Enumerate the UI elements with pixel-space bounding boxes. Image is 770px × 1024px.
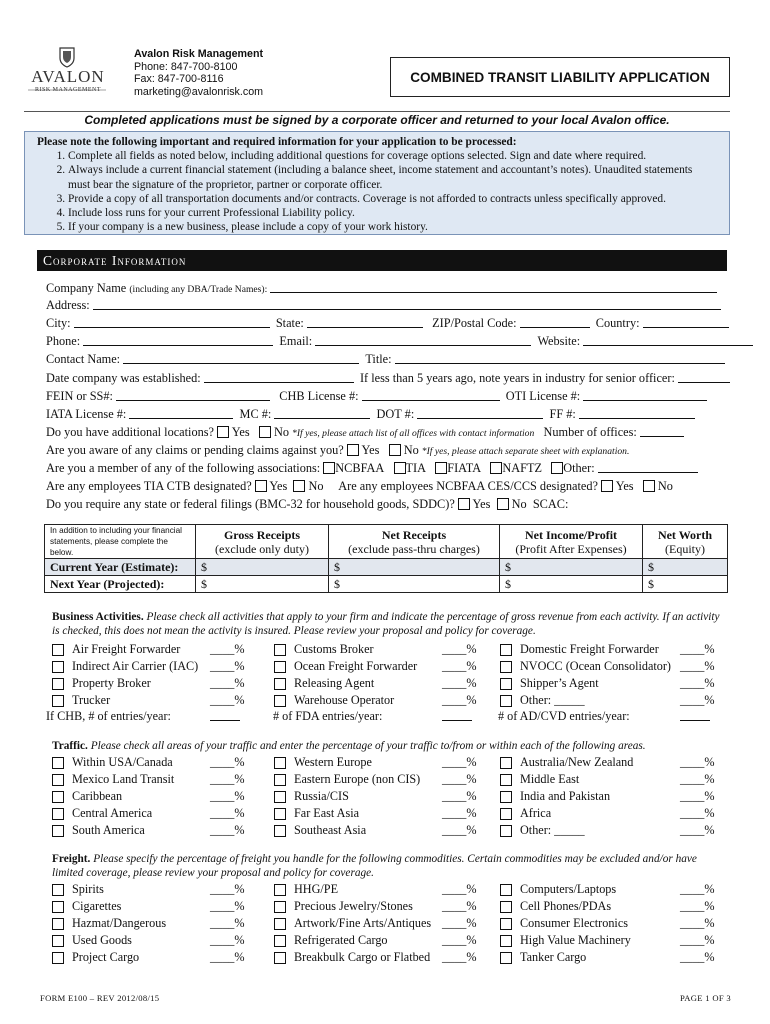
freight-percent-field[interactable]: ____% <box>680 950 715 964</box>
other-assoc-label: Other: <box>563 461 595 475</box>
business-percent-field[interactable]: ____% <box>210 642 245 656</box>
business-item-label: Warehouse Operator <box>294 693 395 707</box>
associations-row <box>46 461 698 475</box>
freight-percent-field[interactable]: ____% <box>210 899 245 913</box>
column-subtitle: (Equity) <box>665 541 705 556</box>
business-item-label: Trucker <box>72 693 111 707</box>
business-item-label: NVOCC (Ocean Consolidator) <box>520 659 671 673</box>
traffic-percent-field[interactable]: ____% <box>680 823 715 837</box>
instruction-item: 4. Include loss runs for your current Professional Liability policy. <box>68 206 717 220</box>
years-experience-label: If less than 5 years ago, note years in industry for senior officer: <box>359 371 675 385</box>
business-checkbox[interactable] <box>500 678 512 690</box>
business-item-label: Air Freight Forwarder <box>72 642 181 656</box>
list-item <box>52 676 722 691</box>
list-item <box>52 950 722 965</box>
contact-row <box>46 352 725 366</box>
email-field[interactable] <box>315 334 531 346</box>
fiata-label: FIATA <box>447 461 482 475</box>
freight-item-label: Project Cargo <box>72 950 140 964</box>
business-checkbox[interactable] <box>500 644 512 656</box>
license-row-2 <box>46 407 695 421</box>
freight-item-label: Used Goods <box>72 933 132 947</box>
num-offices-field[interactable] <box>640 425 684 437</box>
traffic-item-label: Australia/New Zealand <box>520 755 634 769</box>
zip-field[interactable] <box>520 316 590 328</box>
traffic-checkbox[interactable] <box>500 757 512 769</box>
filings-row <box>46 497 568 511</box>
company-name: Avalon Risk Management <box>134 48 264 60</box>
locations-question: Do you have additional locations? <box>46 425 215 439</box>
business-percent-field[interactable]: ____% <box>442 659 477 673</box>
freight-checkbox[interactable] <box>500 884 512 896</box>
table-row <box>45 576 728 593</box>
list-item <box>52 882 722 897</box>
current-gross-cell[interactable]: $ <box>196 559 329 576</box>
column-title: Net Receipts <box>381 527 447 542</box>
traffic-percent-field[interactable]: ____% <box>210 755 245 769</box>
traffic-percent-field[interactable]: ____% <box>680 806 715 820</box>
yes-label: Yes <box>472 497 491 511</box>
company-name-row <box>46 281 717 297</box>
signature-notice: Completed applications must be signed by a corporate officer and returned to your local Avalon office. <box>84 113 670 127</box>
freight-item-label: Artwork/Fine Arts/Antiques <box>294 916 432 930</box>
city-field[interactable] <box>74 316 270 328</box>
claims-no-checkbox[interactable] <box>389 444 401 456</box>
current-worth-cell[interactable]: $ <box>643 559 728 576</box>
freight-percent-field[interactable]: ____% <box>680 916 715 930</box>
traffic-description: Please check all areas of your traffic and enter the percentage of your traffic to/from or within each of the following areas. <box>90 740 646 752</box>
chb-field[interactable] <box>362 389 500 401</box>
city-label: City: <box>46 316 71 330</box>
traffic-item-label: Russia/CIS <box>294 789 349 803</box>
yes-label: Yes <box>615 479 634 493</box>
list-item <box>52 806 722 821</box>
instructions-heading: Please note the following important and required information for your application to be processed: <box>37 136 517 148</box>
filings-question: Do you require any state or federal filings (BMC-32 for household goods, SDDC)? <box>46 497 455 511</box>
traffic-percent-field[interactable]: ____% <box>210 772 245 786</box>
freight-percent-field[interactable]: ____% <box>210 950 245 964</box>
column-title: Gross Receipts <box>223 527 301 542</box>
traffic-item-label: Southeast Asia <box>294 823 367 837</box>
fein-field[interactable] <box>116 389 270 401</box>
freight-description: Please specify the percentage of freight you handle for the following commodities. Certain commodities may be excluded and/or have limited coverage, please review your proposal and policy for coverage. <box>52 853 697 879</box>
mc-label: MC #: <box>239 407 272 421</box>
business-activities-intro <box>52 610 722 638</box>
business-percent-field[interactable]: ____% <box>210 659 245 673</box>
current-net-cell[interactable]: $ <box>329 559 500 576</box>
business-item-label: Releasing Agent <box>294 676 375 690</box>
phone-field[interactable] <box>83 334 273 346</box>
company-name-label: Company Name <box>46 281 127 295</box>
business-item-label: Domestic Freight Forwarder <box>520 642 659 656</box>
form-number: FORM E100 – REV 2012/08/15 <box>40 993 160 1003</box>
claims-row <box>46 443 629 459</box>
fiata-checkbox[interactable] <box>435 462 447 474</box>
freight-checkbox[interactable] <box>500 918 512 930</box>
traffic-percent-field[interactable]: ____% <box>210 789 245 803</box>
traffic-item-label: India and Pakistan <box>520 789 611 803</box>
business-description: Please check all activities that apply to your firm and indicate the percentage of gross revenue from each activity. If an activity is checked, this does not mean the activity is insured. Please review your proposal and policy for coverage. <box>52 611 720 637</box>
freight-percent-field[interactable]: ____% <box>442 933 477 947</box>
column-header <box>196 525 329 559</box>
list-item <box>52 789 722 804</box>
business-item-label: Property Broker <box>72 676 151 690</box>
freight-percent-field[interactable]: ____% <box>680 899 715 913</box>
freight-item-label: Tanker Cargo <box>520 950 587 964</box>
freight-item-label: Cell Phones/PDAs <box>520 899 612 913</box>
freight-percent-field[interactable]: ____% <box>442 916 477 930</box>
iata-label: IATA License #: <box>46 407 127 421</box>
locations-note: *If yes, please attach list of all offices with contact information <box>292 428 535 439</box>
next-gross-cell[interactable]: $ <box>196 576 329 593</box>
business-title: Business Activities. <box>52 611 144 623</box>
column-subtitle: (exclude only duty) <box>215 541 309 556</box>
freight-percent-field[interactable]: ____% <box>680 882 715 896</box>
traffic-item-label: Central America <box>72 806 153 820</box>
company-name-note: (including any DBA/Trade Names): <box>129 284 268 295</box>
traffic-item-label: Far East Asia <box>294 806 359 820</box>
tia-designated-yes-checkbox[interactable] <box>255 480 267 492</box>
license-row-1 <box>46 389 707 403</box>
city-row <box>46 316 729 330</box>
logo-text: AVALON <box>31 67 105 86</box>
traffic-intro <box>52 739 722 753</box>
instructions-box <box>24 131 730 235</box>
website-label: Website: <box>537 334 581 348</box>
traffic-item-label: South America <box>72 823 145 837</box>
traffic-percent-field[interactable]: ____% <box>442 823 477 837</box>
no-label: No <box>511 497 527 511</box>
column-title: Net Income/Profit <box>524 527 618 542</box>
address-field[interactable] <box>93 298 721 310</box>
ff-field[interactable] <box>579 407 695 419</box>
instruction-item: 3. Provide a copy of all transportation documents and/or contracts. Coverage is not afforded to contracts unless specifically approved. <box>68 192 717 206</box>
ncbfaa-designated-yes-checkbox[interactable] <box>601 480 613 492</box>
date-established-label: Date company was established: <box>46 371 201 385</box>
claims-note: *If yes, please attach separate sheet with explanation. <box>421 446 630 457</box>
list-item <box>52 933 722 948</box>
ncbfaa-checkbox[interactable] <box>323 462 335 474</box>
country-field[interactable] <box>643 316 729 328</box>
logo-subtext: RISK MANAGEMENT <box>35 87 101 93</box>
filings-yes-checkbox[interactable] <box>458 498 470 510</box>
list-item <box>52 755 722 770</box>
business-item-label: Other: _____ <box>520 693 585 707</box>
business-percent-field[interactable]: ____% <box>210 693 245 707</box>
title-field[interactable] <box>395 352 725 364</box>
traffic-item-label: Eastern Europe (non CIS) <box>294 772 421 786</box>
business-percent-field[interactable]: ____% <box>442 676 477 690</box>
no-label: No <box>273 425 289 439</box>
freight-checkbox[interactable] <box>500 901 512 913</box>
state-label: State: <box>275 316 304 330</box>
freight-intro <box>52 852 722 880</box>
address-row <box>46 298 721 312</box>
current-year-label: Current Year (Estimate): <box>45 559 196 576</box>
oti-field[interactable] <box>583 389 707 401</box>
business-percent-field[interactable]: ____% <box>442 693 477 707</box>
freight-item-label: HHG/PE <box>294 882 339 896</box>
freight-percent-field[interactable]: ____% <box>210 882 245 896</box>
fax-number: Fax: 847-700-8116 <box>134 73 224 86</box>
freight-percent-field[interactable]: ____% <box>210 933 245 947</box>
traffic-item-label: Africa <box>520 806 552 820</box>
yes-label: Yes <box>269 479 288 493</box>
instructions-list <box>37 149 717 234</box>
freight-item-label: Precious Jewelry/Stones <box>294 899 413 913</box>
business-percent-field[interactable]: ____% <box>680 659 715 673</box>
no-label: No <box>308 479 324 493</box>
freight-item-label: Computers/Laptops <box>520 882 617 896</box>
traffic-percent-field[interactable]: ____% <box>442 772 477 786</box>
traffic-checkbox[interactable] <box>500 791 512 803</box>
business-item-label: Customs Broker <box>294 642 374 656</box>
list-item <box>52 693 722 708</box>
list-item <box>52 772 722 787</box>
freight-item-label: Refrigerated Cargo <box>294 933 388 947</box>
locations-yes-checkbox[interactable] <box>217 426 229 438</box>
list-item <box>52 659 722 674</box>
designation-row <box>46 479 673 493</box>
oti-label: OTI License #: <box>505 389 581 403</box>
freight-percent-field[interactable]: ____% <box>442 882 477 896</box>
other-assoc-checkbox[interactable] <box>551 462 563 474</box>
chb-entries-label: If CHB, # of entries/year: <box>46 709 171 723</box>
traffic-item-label: Mexico Land Transit <box>72 772 175 786</box>
other-assoc-field[interactable] <box>598 461 698 473</box>
traffic-item-label: Other: _____ <box>520 823 585 837</box>
no-label: No <box>657 479 673 493</box>
page-number: PAGE 1 OF 3 <box>680 993 731 1003</box>
entries-row <box>46 709 716 724</box>
phone-number: Phone: 847-700-8100 <box>134 60 238 73</box>
traffic-item-label: Caribbean <box>72 789 123 803</box>
date-established-field[interactable] <box>204 371 354 383</box>
traffic-title: Traffic. <box>52 740 88 752</box>
phone-label: Phone: <box>46 334 81 348</box>
instruction-item: 5. If your company is a new business, please include a copy of your work history. <box>68 220 717 234</box>
fda-entries-field[interactable] <box>442 709 472 721</box>
dot-field[interactable] <box>417 407 543 419</box>
traffic-percent-field[interactable]: ____% <box>680 772 715 786</box>
traffic-percent-field[interactable]: ____% <box>210 823 245 837</box>
business-percent-field[interactable]: ____% <box>680 642 715 656</box>
tia-checkbox[interactable] <box>394 462 406 474</box>
ncbfaa-designated-question: Are any employees NCBFAA CES/CCS designated? <box>338 479 598 493</box>
website-field[interactable] <box>583 334 753 346</box>
locations-row <box>46 425 684 441</box>
traffic-percent-field[interactable]: ____% <box>680 789 715 803</box>
years-experience-field[interactable] <box>678 371 730 383</box>
business-checkbox[interactable] <box>500 661 512 673</box>
contact-email: marketing@avalonrisk.com <box>134 85 264 98</box>
freight-percent-field[interactable]: ____% <box>680 933 715 947</box>
traffic-percent-field[interactable]: ____% <box>442 789 477 803</box>
adcvd-entries-label: # of AD/CVD entries/year: <box>498 709 630 723</box>
country-label: Country: <box>595 316 640 330</box>
freight-item-label: Consumer Electronics <box>520 916 628 930</box>
business-percent-field[interactable]: ____% <box>680 676 715 690</box>
tia-designated-no-checkbox[interactable] <box>293 480 305 492</box>
next-year-label: Next Year (Projected): <box>45 576 196 593</box>
current-income-cell[interactable]: $ <box>500 559 643 576</box>
tia-label: TIA <box>405 461 427 475</box>
freight-item-label: High Value Machinery <box>520 933 631 947</box>
freight-checkbox[interactable] <box>500 952 512 964</box>
column-subtitle: (exclude pass-thru charges) <box>348 541 480 556</box>
traffic-item-label: Within USA/Canada <box>72 755 173 769</box>
fda-entries-label: # of FDA entries/year: <box>273 709 383 723</box>
mc-field[interactable] <box>274 407 370 419</box>
column-header <box>500 525 643 559</box>
financials-table <box>44 524 728 593</box>
business-percent-field[interactable]: ____% <box>680 693 715 707</box>
adcvd-entries-field[interactable] <box>680 709 710 721</box>
yes-label: Yes <box>231 425 250 439</box>
list-item <box>52 899 722 914</box>
list-item <box>52 916 722 931</box>
table-header-row <box>45 525 728 559</box>
avalon-logo <box>26 46 108 96</box>
company-name-field[interactable] <box>270 281 717 293</box>
state-field[interactable] <box>307 316 423 328</box>
email-label: Email: <box>279 334 313 348</box>
contact-block <box>134 48 263 98</box>
column-header <box>643 525 728 559</box>
claims-yes-checkbox[interactable] <box>347 444 359 456</box>
freight-percent-field[interactable]: ____% <box>210 916 245 930</box>
traffic-item-label: Western Europe <box>294 755 372 769</box>
business-percent-field[interactable]: ____% <box>210 676 245 690</box>
freight-item-label: Hazmat/Dangerous <box>72 916 167 930</box>
num-offices-label: Number of offices: <box>543 425 637 439</box>
ff-label: FF #: <box>549 407 576 421</box>
section-header-corporate: Corporate Information <box>37 250 727 271</box>
traffic-checkbox[interactable] <box>500 808 512 820</box>
traffic-percent-field[interactable]: ____% <box>442 806 477 820</box>
business-item-label: Ocean Freight Forwarder <box>294 659 418 673</box>
divider <box>24 111 730 112</box>
freight-item-label: Spirits <box>72 882 104 896</box>
list-item <box>52 823 722 838</box>
contact-name-label: Contact Name: <box>46 352 121 366</box>
freight-title: Freight. <box>52 853 91 865</box>
traffic-percent-field[interactable]: ____% <box>680 755 715 769</box>
column-subtitle: (Profit After Expenses) <box>515 541 627 556</box>
list-item <box>52 642 722 657</box>
business-item-label: Indirect Air Carrier (IAC) <box>72 659 199 673</box>
ncbfaa-label: NCBFAA <box>335 461 385 475</box>
freight-percent-field[interactable]: ____% <box>442 899 477 913</box>
traffic-checkbox[interactable] <box>500 774 512 786</box>
instruction-item: 2. Always include a current financial statement (including a balance sheet, income statement and accountant’s notes). Unaudited statements must bear the signature of the proprietor, partner or corporate officer. <box>68 163 717 191</box>
ncbfaa-designated-no-checkbox[interactable] <box>643 480 655 492</box>
freight-percent-field[interactable]: ____% <box>442 950 477 964</box>
financials-note: In addition to including your financial statements, please complete the below. <box>45 525 196 559</box>
business-checkbox[interactable] <box>500 695 512 707</box>
instruction-item: 1. Complete all fields as noted below, including additional questions for coverage options selected. Sign and date where required. <box>68 149 717 163</box>
iata-field[interactable] <box>129 407 233 419</box>
filings-no-checkbox[interactable] <box>497 498 509 510</box>
traffic-item-label: Middle East <box>520 772 580 786</box>
traffic-checkbox[interactable] <box>500 825 512 837</box>
tia-designated-question: Are any employees TIA CTB designated? <box>46 479 252 493</box>
next-income-cell[interactable]: $ <box>500 576 643 593</box>
table-row <box>45 559 728 576</box>
dot-label: DOT #: <box>376 407 415 421</box>
naftz-checkbox[interactable] <box>490 462 502 474</box>
claims-question: Are you aware of any claims or pending claims against you? <box>46 443 344 457</box>
freight-item-label: Cigarettes <box>72 899 122 913</box>
chb-entries-field[interactable] <box>210 709 240 721</box>
address-label: Address: <box>46 298 90 312</box>
traffic-percent-field[interactable]: ____% <box>442 755 477 769</box>
freight-checkbox[interactable] <box>500 935 512 947</box>
column-header <box>329 525 500 559</box>
next-worth-cell[interactable]: $ <box>643 576 728 593</box>
naftz-label: NAFTZ <box>502 461 542 475</box>
yes-label: Yes <box>361 443 380 457</box>
next-net-cell[interactable]: $ <box>329 576 500 593</box>
business-item-label: Shipper’s Agent <box>520 676 599 690</box>
freight-item-label: Breakbulk Cargo or Flatbed <box>294 950 431 964</box>
phone-row <box>46 334 753 348</box>
fein-label: FEIN or SS#: <box>46 389 113 403</box>
no-label: No <box>403 443 419 457</box>
contact-name-field[interactable] <box>123 352 359 364</box>
member-question: Are you a member of any of the following associations: <box>46 461 321 475</box>
business-percent-field[interactable]: ____% <box>442 642 477 656</box>
form-title: COMBINED TRANSIT LIABILITY APPLICATION <box>390 57 730 97</box>
column-title: Net Worth <box>657 527 713 542</box>
established-row <box>46 371 730 385</box>
traffic-percent-field[interactable]: ____% <box>210 806 245 820</box>
zip-label: ZIP/Postal Code: <box>432 316 517 330</box>
scac-label: SCAC: <box>532 497 569 511</box>
chb-label: CHB License #: <box>279 389 359 403</box>
title-label: Title: <box>365 352 392 366</box>
locations-no-checkbox[interactable] <box>259 426 271 438</box>
